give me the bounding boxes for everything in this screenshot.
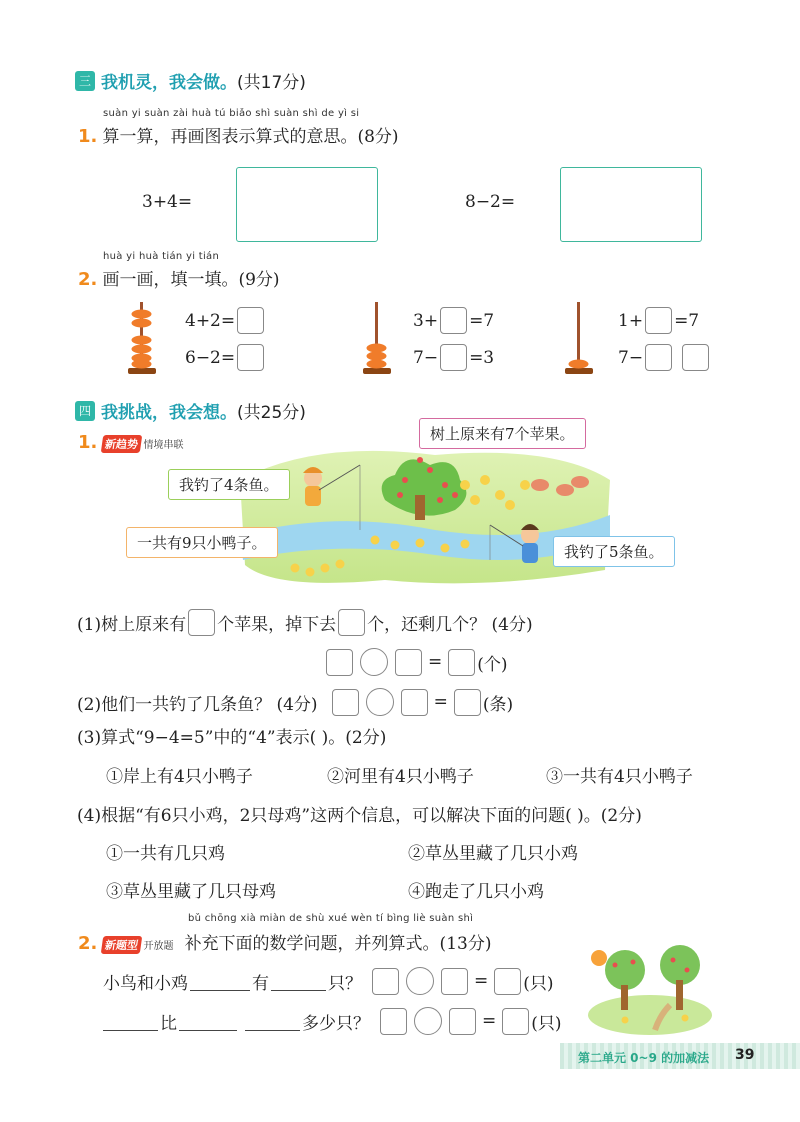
answer-box[interactable] (440, 344, 467, 371)
section-4-header (75, 398, 306, 423)
q2-g1-line2 (185, 344, 266, 371)
p2-badge: 新题型 (101, 936, 143, 954)
q1-pinyin: suàn yi suàn zài huà tú biǎo shì suàn shì de yì si (103, 108, 360, 119)
q2-number: 2. (78, 269, 98, 290)
blank-line[interactable] (245, 1011, 300, 1031)
operator-circle[interactable] (414, 1007, 442, 1035)
answer-box[interactable] (448, 649, 475, 676)
p2-line1-text-c: 只？ (328, 973, 362, 994)
q2-g2-line2 (413, 344, 496, 371)
q1-text: 算一算，再画图表示算式的意思。(8分) (102, 127, 399, 147)
blank-line[interactable] (179, 1011, 237, 1031)
operator-circle[interactable] (406, 967, 434, 995)
q1-expr-2: 8−2= (465, 192, 516, 212)
p2-line2-text-c: 多少只？ (302, 1013, 370, 1034)
q2-g3-expr1a: 1+ (618, 310, 644, 331)
p2-line1-text-a: 小鸟和小鸡 (103, 973, 188, 994)
unit-label: (只) (531, 1013, 562, 1034)
answer-box[interactable] (454, 689, 481, 716)
q1-drawing-box-2[interactable] (560, 167, 702, 242)
answer-box[interactable] (645, 307, 672, 334)
unit-label: (只) (523, 973, 554, 994)
p2-badge-sub: 开放题 (143, 941, 174, 952)
q1-drawing-box-1[interactable] (236, 167, 378, 242)
blank-line[interactable] (103, 1011, 158, 1031)
q1-number: 1. (78, 126, 98, 147)
p1-sub4-opt1[interactable]: ①一共有几只鸡 (106, 844, 225, 864)
p1-badge: 新趋势 (101, 435, 143, 453)
p1-sub4-opt4[interactable]: ④跑走了几只小鸡 (408, 882, 544, 902)
unit-label: (条) (482, 694, 514, 715)
p2-pinyin: bǔ chōng xià miàn de shù xué wèn tí bìng liè suàn shì (188, 913, 474, 924)
answer-box[interactable] (449, 1008, 476, 1035)
p1-sub4-opt2[interactable]: ②草丛里藏了几只小鸡 (408, 844, 578, 864)
section-3-header (75, 68, 306, 93)
p1-sub4-opt3[interactable]: ③草丛里藏了几只母鸡 (106, 882, 276, 902)
q2-pinyin: huà yi huà tián yi tián (103, 251, 220, 262)
bubble-ducks: 一共有9只小鸭子。 (126, 527, 278, 558)
answer-box[interactable] (645, 344, 672, 371)
q2-text: 画一画，填一填。(9分) (102, 270, 280, 290)
p1-sub2-text: (2)他们一共钓了几条鱼？ (4分) (77, 694, 318, 715)
q2-g3-expr1b: =7 (674, 310, 700, 331)
p1-sub1 (77, 609, 535, 636)
section-4-score: (共25分) (237, 403, 306, 423)
page-number: 39 (735, 1047, 755, 1063)
answer-box[interactable] (380, 1008, 407, 1035)
section-3-badge: 三 (75, 71, 95, 91)
blank-line[interactable] (271, 971, 326, 991)
p1-sub3-text: (3)算式“9−4=5”中的“4”表示( )。(2分) (77, 728, 387, 748)
section-4-title: 我挑战，我会想。 (101, 403, 237, 423)
p1-badge-sub: 情境串联 (143, 440, 184, 451)
answer-box[interactable] (237, 307, 264, 334)
answer-box[interactable] (682, 344, 709, 371)
q2-g1-line1 (185, 307, 266, 334)
q2-g3-line2 (618, 344, 711, 371)
scene-illustration (235, 440, 615, 590)
footer-unit-title: 第二单元 0~9 的加减法 (578, 1051, 710, 1065)
q1-expr-1: 3+4= (142, 192, 193, 212)
q2-g2-expr1a: 3+ (413, 310, 439, 331)
p1-sub3-opt1[interactable]: ①岸上有4只小鸭子 (106, 767, 253, 787)
p1-sub1-text-b: 个苹果，掉下去 (217, 615, 337, 635)
section-4-badge: 四 (75, 401, 95, 421)
section-3-title: 我机灵，我会做。 (101, 73, 237, 93)
p1-sub4-text: (4)根据“有6只小鸡，2只母鸡”这两个信息，可以解决下面的问题( )。(2分) (77, 806, 642, 826)
answer-box[interactable] (401, 689, 428, 716)
q2-g2-expr1b: =7 (469, 310, 495, 331)
answer-box[interactable] (494, 968, 521, 995)
p2-line1-text-b: 有 (252, 973, 269, 994)
p1-sub1-equation: = (个) (326, 648, 510, 676)
answer-box[interactable] (441, 968, 468, 995)
bubble-fish-4: 我钓了4条鱼。 (168, 469, 290, 500)
p1-sub2: (2)他们一共钓了几条鱼？ (4分) = (条) (77, 688, 515, 716)
operator-circle[interactable] (360, 648, 388, 676)
p2-line1: 小鸟和小鸡 有 只？ = (只) (103, 967, 556, 995)
abacus-icon (562, 300, 596, 376)
abacus-icon (125, 300, 159, 376)
bubble-tree: 树上原来有7个苹果。 (419, 418, 586, 449)
operator-circle[interactable] (366, 688, 394, 716)
p1-sub3-opt2[interactable]: ②河里有4只小鸭子 (327, 767, 474, 787)
q2-g3-expr2a: 7− (618, 347, 644, 368)
unit-label: (个) (477, 654, 508, 675)
answer-box[interactable] (395, 649, 422, 676)
p1-number: 1. (78, 432, 98, 453)
q1-heading (78, 122, 399, 147)
blank-line[interactable] (190, 971, 250, 991)
p2-number: 2. (78, 933, 98, 954)
p2-line2: 比 多少只？ = (只) (103, 1007, 564, 1035)
q2-g3-line1 (618, 307, 701, 334)
p2-line2-text-b: 比 (160, 1013, 177, 1034)
answer-box[interactable] (332, 689, 359, 716)
section-3-score: (共17分) (237, 73, 306, 93)
answer-box[interactable] (372, 968, 399, 995)
p1-sub3-opt3[interactable]: ③一共有4只小鸭子 (546, 767, 693, 787)
q2-g2-expr2b: =3 (469, 347, 495, 368)
q2-g2-line1 (413, 307, 496, 334)
answer-box[interactable] (237, 344, 264, 371)
answer-box[interactable] (440, 307, 467, 334)
answer-box[interactable] (326, 649, 353, 676)
abacus-icon (360, 300, 394, 376)
p1-heading (78, 432, 183, 453)
p1-sub1-text-a: (1)树上原来有 (77, 615, 187, 635)
q2-g1-expr2: 6−2= (185, 347, 236, 368)
p2-text: 补充下面的数学问题，并列算式。(13分) (184, 934, 492, 954)
bubble-fish-5: 我钓了5条鱼。 (553, 536, 675, 567)
answer-box[interactable] (338, 609, 365, 636)
q2-heading (78, 265, 280, 290)
garden-illustration (585, 940, 715, 1035)
p2-heading (78, 929, 491, 954)
p1-sub1-text-c: 个，还剩几个？ (4分) (367, 615, 533, 635)
answer-box[interactable] (502, 1008, 529, 1035)
answer-box[interactable] (188, 609, 215, 636)
q2-g2-expr2a: 7− (413, 347, 439, 368)
q2-g1-expr1: 4+2= (185, 310, 236, 331)
